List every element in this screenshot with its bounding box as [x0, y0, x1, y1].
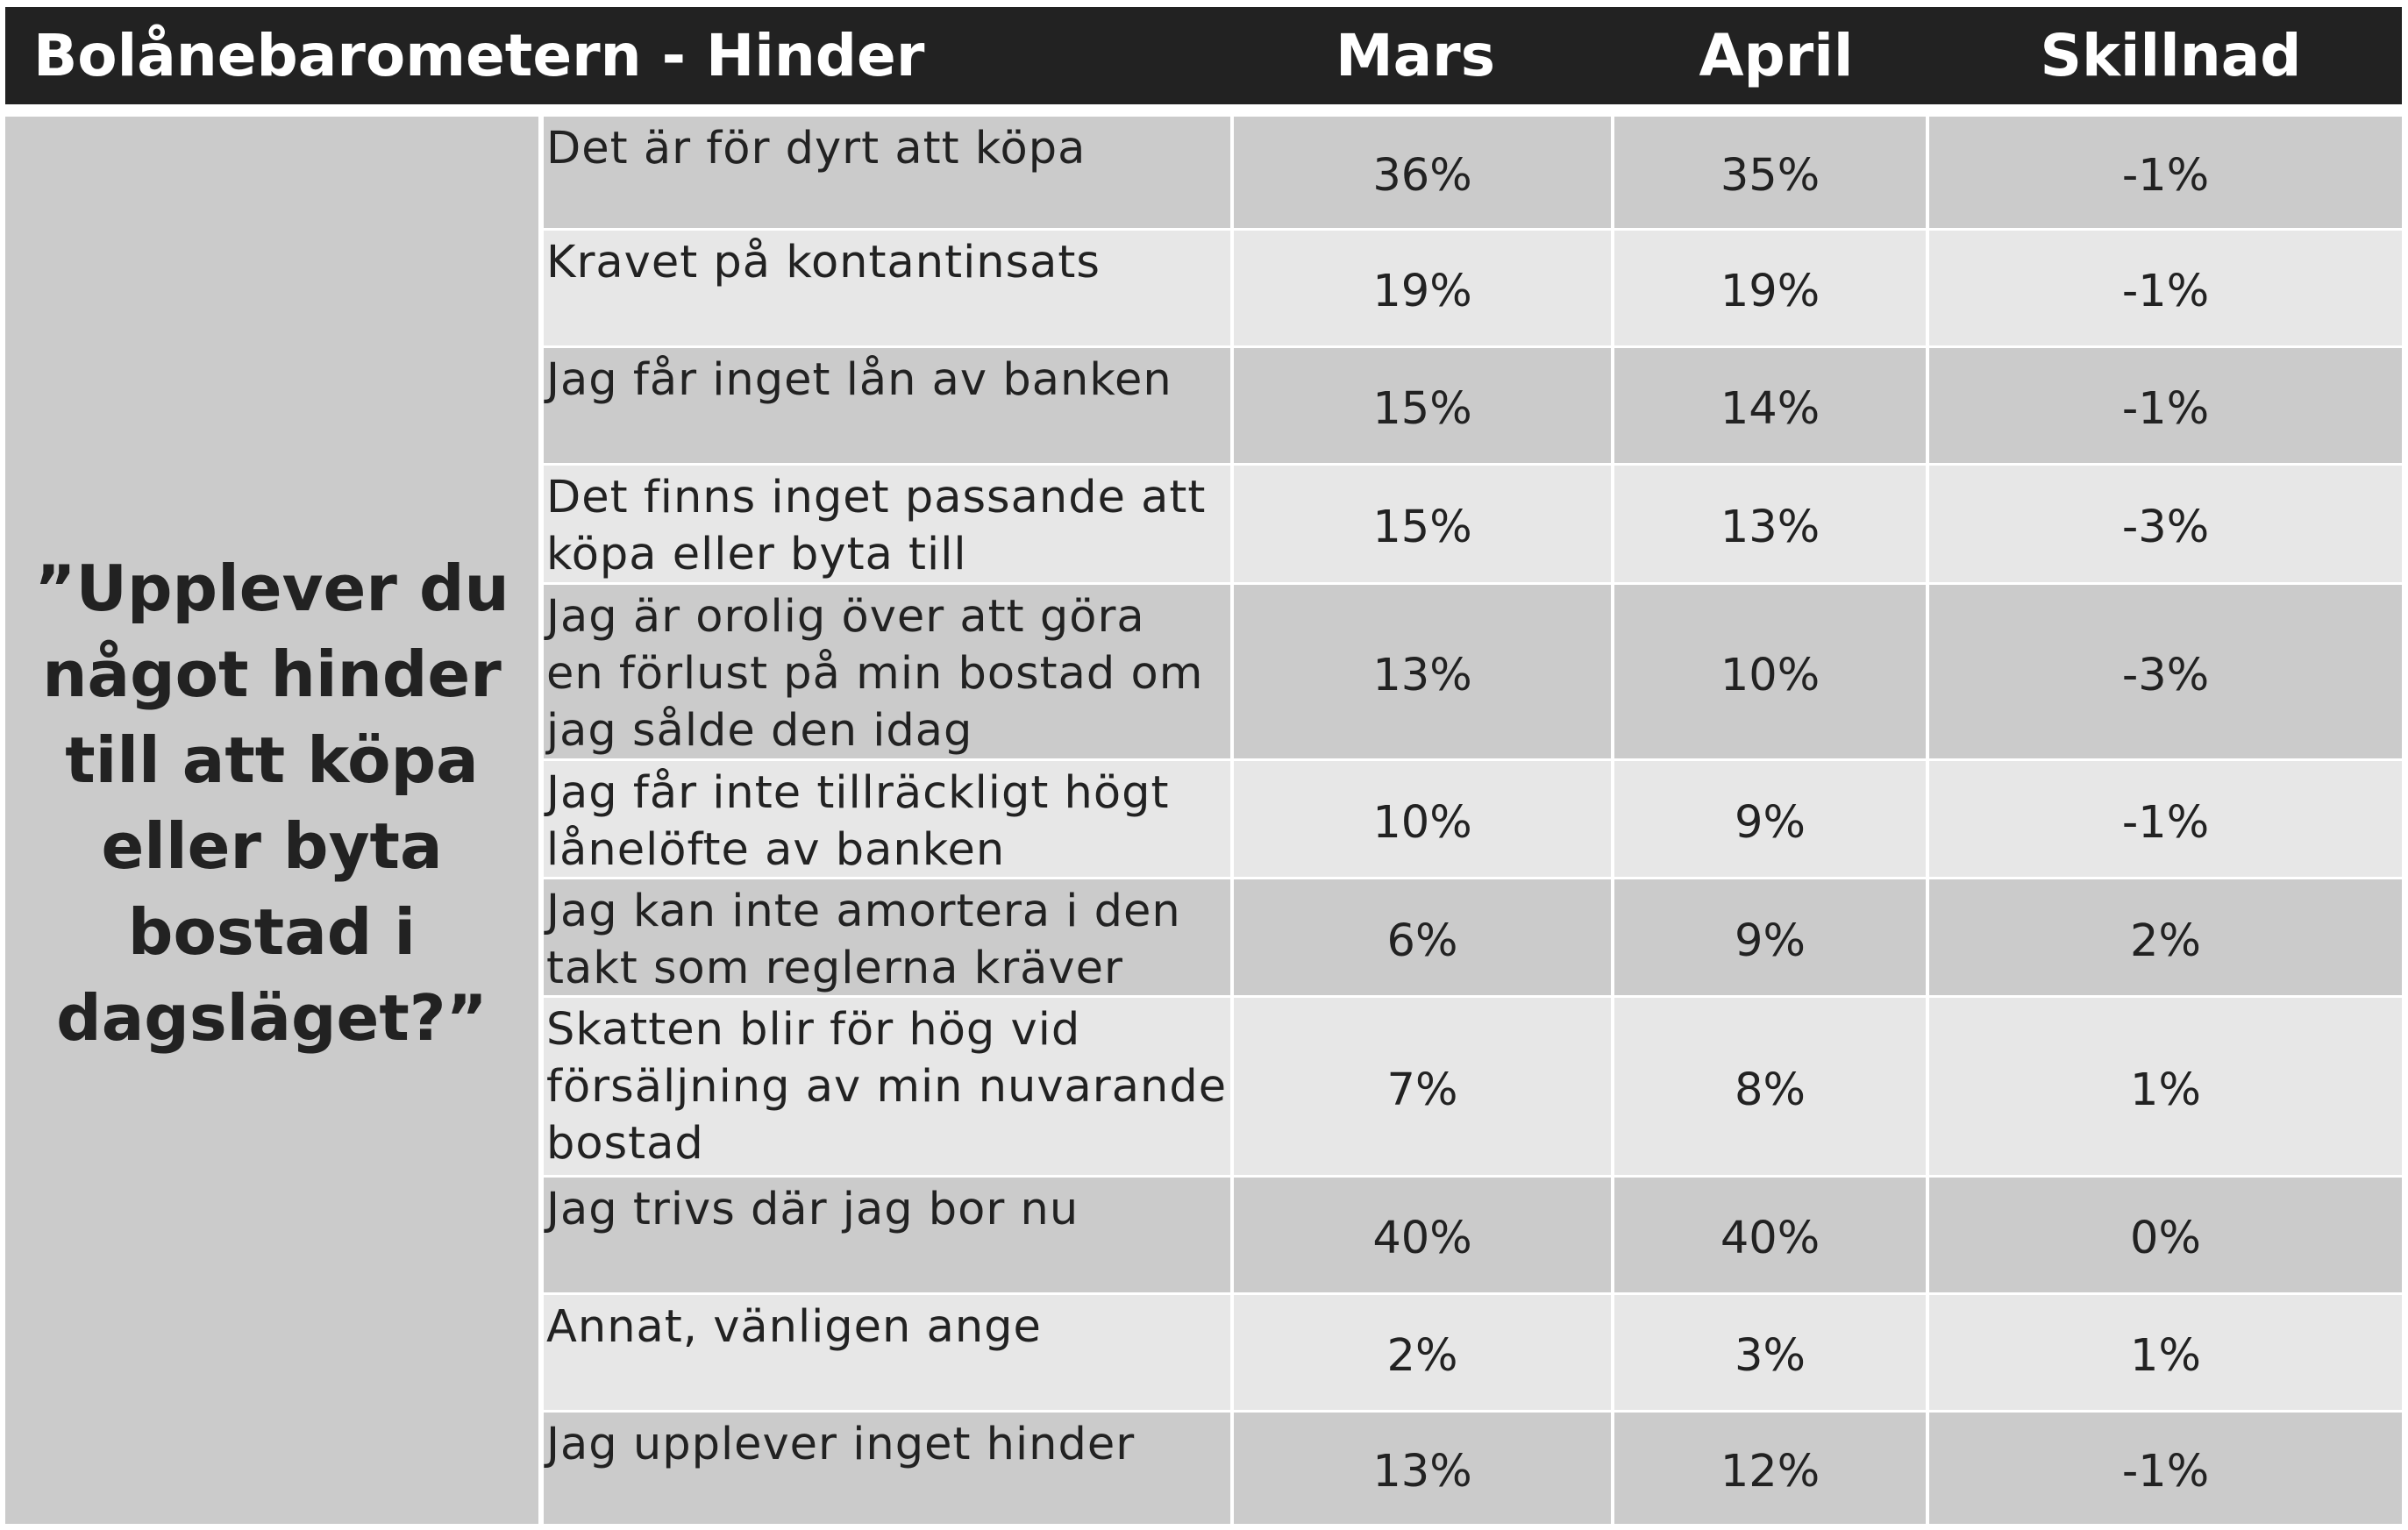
table-row [544, 761, 2402, 877]
skillnad-value: -3% [1929, 585, 2402, 758]
table-row [544, 879, 2402, 995]
april-value: 8% [1614, 998, 1926, 1175]
table-row [544, 231, 2402, 345]
table-row [544, 998, 2402, 1175]
column-header-skillnad: Skillnad [2040, 22, 2302, 89]
column-header-mars: Mars [1335, 22, 1496, 89]
table-row [544, 348, 2402, 463]
row-label: Annat, vänligen ange [544, 1295, 1230, 1410]
skillnad-value: -1% [1929, 761, 2402, 877]
april-value: 9% [1614, 879, 1926, 995]
table-row [544, 1178, 2402, 1292]
skillnad-value: -1% [1929, 348, 2402, 463]
table-header [5, 7, 2402, 104]
april-value: 12% [1614, 1413, 1926, 1524]
april-value: 35% [1614, 117, 1926, 228]
april-value: 9% [1614, 761, 1926, 877]
row-label: Skatten blir för hög vid försäljning av min nuvarande bostad [544, 998, 1230, 1175]
row-label: Jag trivs där jag bor nu [544, 1178, 1230, 1292]
row-label: Det är för dyrt att köpa [544, 117, 1230, 228]
april-value: 40% [1614, 1178, 1926, 1292]
mars-value: 10% [1234, 761, 1611, 877]
column-header-april: April [1699, 22, 1854, 89]
mars-value: 15% [1234, 466, 1611, 582]
mars-value: 40% [1234, 1178, 1611, 1292]
april-value: 19% [1614, 231, 1926, 345]
row-label: Jag får inte tillräckligt högt lånelöfte av banken [544, 761, 1230, 877]
table-title: Bolånebarometern - Hinder [33, 22, 925, 89]
mars-value: 7% [1234, 998, 1611, 1175]
mars-value: 13% [1234, 585, 1611, 758]
table-row [544, 1413, 2402, 1524]
skillnad-value: 1% [1929, 998, 2402, 1175]
skillnad-value: -1% [1929, 117, 2402, 228]
mars-value: 2% [1234, 1295, 1611, 1410]
table-row [544, 117, 2402, 228]
row-label: Jag upplever inget hinder [544, 1413, 1230, 1524]
row-label: Jag får inget lån av banken [544, 348, 1230, 463]
row-label: Jag är orolig över att göra en förlust på min bostad om jag sålde den idag [544, 585, 1230, 758]
skillnad-value: 0% [1929, 1178, 2402, 1292]
row-label: Jag kan inte amortera i den takt som reglerna kräver [544, 879, 1230, 995]
skillnad-value: -1% [1929, 231, 2402, 345]
april-value: 14% [1614, 348, 1926, 463]
mars-value: 15% [1234, 348, 1611, 463]
row-label: Det finns inget passande att köpa eller byta till [544, 466, 1230, 582]
mars-value: 19% [1234, 231, 1611, 345]
mars-value: 6% [1234, 879, 1611, 995]
skillnad-value: 1% [1929, 1295, 2402, 1410]
skillnad-value: 2% [1929, 879, 2402, 995]
question-cell [5, 117, 538, 1524]
april-value: 3% [1614, 1295, 1926, 1410]
question-text: ”Upplever du något hinder till att köpa eller byta bostad i dagsläget?” [34, 551, 509, 1055]
april-value: 10% [1614, 585, 1926, 758]
mars-value: 36% [1234, 117, 1611, 228]
skillnad-value: -1% [1929, 1413, 2402, 1524]
april-value: 13% [1614, 466, 1926, 582]
table-row [544, 466, 2402, 582]
skillnad-value: -3% [1929, 466, 2402, 582]
row-label: Kravet på kontantinsats [544, 231, 1230, 345]
table-row [544, 585, 2402, 758]
mars-value: 13% [1234, 1413, 1611, 1524]
table-row [544, 1295, 2402, 1410]
